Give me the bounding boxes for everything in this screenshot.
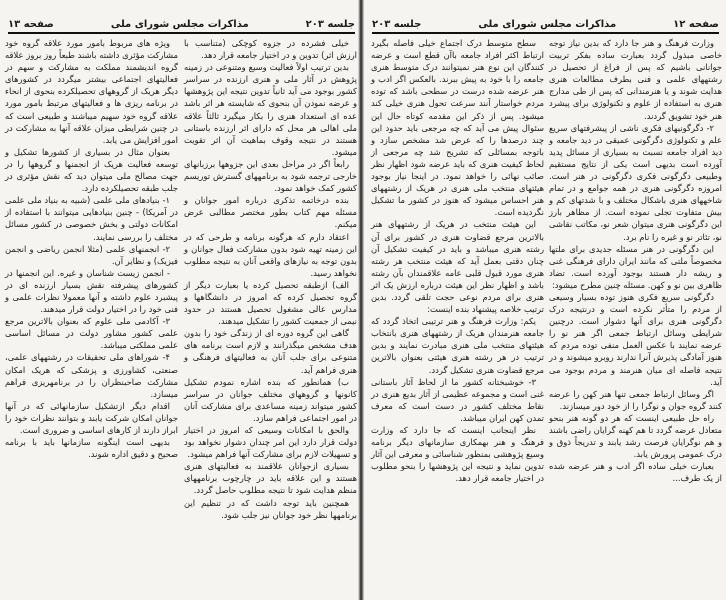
paragraph: ۲- دگرگونیهای فکری ناشی از پیشرفتهای سریع علم و تکنولوژی دگرگونی عمیقی در دید جامعه و دید افراد جامعه نسبت به بسیاری از مسائل پدید آورده است بدیهی است یکی از نتایج مستقیم وطبیعی دگرگونی فکری دگرگونی در هنر است. امروزه دگرگونی هنری در همه جوامع و در تمام شاخههای هنری باشکال مختلف و با شدتهای کم و بیش متفاوت تجلی نموده است. از مظاهر بارز این دگرگونی هنری میتوان شعر نو، مکاتب نقاشی نو، تئاتر نو و غیره را نام برد. bbox=[549, 122, 722, 242]
paragraph: ب) همانطور که بنده اشاره نمودم تشکیل کانونها و گروههای مختلف جوانان در سراسر کشور میتواند زمینه مساعدی برای مشارکت آنان در امور اجتماعی فراهم سازد. bbox=[184, 376, 357, 423]
paragraph: اگر وسائل ارتباط جمعی تنها هنر کهن را عرضه کنند گروه جوان و نوگرا را از خود دور میسازند. bbox=[549, 388, 722, 411]
paragraph: ۴- شوراهای ملی تحقیقات در رشتههای علمی، صنعتی، کشاورزی و پزشکی که هریک امکان مشارکت صاحبنظران را در برنامهریزی فراهم میسازد. bbox=[5, 352, 178, 399]
paragraph: بنده درخاتمه تذکری درباره امور جوانان و مسئله مهم کتاب بطور مختصر مطالبی عرض میکنم. bbox=[184, 195, 357, 230]
text-column-left bbox=[5, 37, 178, 460]
paragraph: ۲- انجمنهای علمی (مثلا انجمن ریاضی و انجمن فیزیک) و نظایر آن. bbox=[5, 243, 178, 266]
paragraph: بدیهی است اینگونه سازمانها باید با برنامه صحیح و دقیق اداره شوند. bbox=[5, 437, 178, 460]
page-number: صفحه ۱۳ bbox=[8, 19, 54, 30]
publication-title: مذاکرات مجلس شورای ملی bbox=[110, 19, 249, 30]
session-number: جلسه ۲۰۳ bbox=[305, 19, 355, 30]
paragraph: یکم: وزارت فرهنگ و هنر ترتیبی اتخاذ گردد که جامعه هنرمندان هریک از رشتههای هنری بانتخاب هیئتهای منتخب ملی هنری مبادرت نمایند و بدین ترتیب در هر رشته هنری هیئتی بعنوان بالاترین مرجع قضاوت هنری تشکیل گردد. bbox=[371, 316, 544, 375]
paragraph: دگرگونی سریع فکری هنوز توده بسیار وسیعی از مردم را متأثر نکرده است و درنتیجه درک دگرگونی هنری برای آنها دشوار است. درچنین شرایطی وسائل ارتباط جمعی اگر هنر نو را عرضه نمایند با عکس العمل منفی توده مردم که هنوز آمادگی پذیرش آنرا ندارند روبرو میشوند و در نتیجه فاصله ای میان هنرمند و مردم بوجود می آید. bbox=[549, 291, 722, 387]
right-page bbox=[363, 0, 726, 600]
paragraph: بعبارت خیلی ساده اگر ادب و هنر عرضه شده از یک طرف... bbox=[549, 461, 722, 484]
page-header bbox=[8, 16, 355, 34]
paragraph: راه حل طبیعی اینست که هر دو گونه هنر بنحو متعادل عرضه گردد تا هم کهنه گرایان راضی باشند و هم نوگرایان فرصت رشد یابند و تدریجاً ذوق و درک عمومی پرورش یابد. bbox=[549, 412, 722, 460]
paragraph: نظر اینجانب اینست که جا دارد که وزارت فرهنگ و هنر بهمکاری سازمانهای دیگر برنامه وسیع پژوهشی بمنظور شناسائی و معرفی این آثار تدوین نماید و نتیجه این پژوهشها را بنحو مطلوب در اختیار جامعه قرار دهد. bbox=[371, 425, 544, 484]
text-column-right bbox=[549, 37, 722, 484]
paragraph: اقدام دیگر ازتشکیل سازمانهائی که در آنها جوانان امکان شرکت یابند و بتوانند نظرات خود را ابراز دارند از کارهای اساسی و ضروری است. bbox=[5, 400, 178, 435]
paragraph: همچنین باید توجه داشت که در تنظیم این برنامهها نظر خود جوانان نیز جلب شود. bbox=[184, 497, 357, 520]
page-number: صفحه ۱۲ bbox=[673, 19, 719, 30]
paragraph: ۳- آکادمی ملی علوم که بعنوان بالاترین مرجع علمی کشور مشاور دولت در مسائل اساسی علمی مملکتی میباشد. bbox=[5, 316, 178, 351]
paragraph: وزارت فرهنگ و هنر جا دارد که بدین نیاز توجه خاصی مبذول گردد بعبارت ساده بفکر تربیت جوانانی باشیم که پس از فراغ از تحصیل در رشتههای علمی و فنی بطرف مطالعات هنری هدایت شوند و یا هنرمندانی که پس از طی مدارج هنری به استفاده از علوم و تکنولوژی برای پیشرد هنر خود تشویق گردند. bbox=[549, 38, 722, 121]
paragraph: خیلی فشرده در جزوه کوچکی (متناسب با ارزش اثر) تدوین و در اختیار جامعه قرار دهد. bbox=[184, 38, 357, 61]
paragraph: این هیئت منتخب در هریک از رشتههای هنر بالاترین مرجع قضاوت هنری در کشور برای آن رشته هنری میباشد و باید در کیفیت تشکیل آن چنان دقتی بعمل آید که هیئت منتخب هر رشته هنری مورد قبول قلبی عامه علاقمندان بآن رشته باشد و اظهار نظر این هیئت درباره ارزش یک اثر هنری برای مردم نوعی حجت تلقی گردد. بدین ترتیب خلاصه پیشنهاد بنده اینست: bbox=[371, 219, 544, 315]
paragraph: بدین ترتیب اولاً فعالیت وسیع ومتنوعی در زمینه پژوهش در آثار ملی و هنری ارزنده در سراسر کشور بوجود می آید ثانیاً تدوین نتیجه این پژوهشها و عرضه نمودن آن بنحوی که شایسته هر اثر باشد عده ای استعداد هنری را بکار میگیرد ثالثاً علاقه ملی اهالی هر محل که دارای اثر ارزنده باستانی هستند در نتیجه وقوف بماهیت آن اثر تقویت میشود. bbox=[184, 62, 357, 157]
publication-title: مذاکرات مجلس شورای ملی bbox=[478, 19, 617, 30]
paragraph: ویژه های مربوط بامور مورد علاقه گروه خود مشارکت مؤثری داشته باشند طبعاً روز بروز علاقه گروه اندیشمند مملکت به مشارکت و سهم در فعالیتهای اجتماعی بیشتر میگردد در کشورهای دیگر هریک از گروههای تحصیلکرده بنحوی از انحاء در برنامه ریزی ها و فعالیتهای مرتبط بامور مورد علاقه گروه خود سهیم میباشند و طبیعی است که در چنین شرایطی میزان علاقه آنها به مشارکت در امور افزایش می یابد. bbox=[5, 38, 178, 145]
paragraph: ۱- بنیادهای ملی علمی (شبیه به بنیاد ملی علمی در آمریکا) - چنین بنیادهایی میتوانند با استفاده از امکانات دولتی و بخش خصوصی در کشور مسائل مختلف را بررسی نمایند. bbox=[5, 195, 178, 242]
paragraph: اعتقاد دارم که هرگونه برنامه و طرحی که در این زمینه تهیه شود بدون مشارکت فعال جوانان و بدون توجه به نیازهای واقعی آنان به نتیجه مطلوب نخواهد رسید. bbox=[184, 231, 357, 278]
paragraph: رابعاً اگر در مراحل بعدی این جزوهها برزبانهای خارجی ترجمه شود به برنامههای گسترش توریسم کشور کمک خواهد نمود. bbox=[184, 158, 357, 194]
paragraph: والحق با امکانات وسیعی که امروز در اختیار دولت قرار دارد این امر چندان دشوار نخواهد بود و تسهیلات لازم برای مشارکت آنها فراهم میشود. bbox=[184, 425, 357, 460]
paragraph: گاهی این گروه دوره ای از زندگی خود را بدون هدف مشخص میگذرانند و لازم است برنامه های متنوعی برای جلب آنان به فعالیتهای فرهنگی و هنری فراهم آید. bbox=[184, 328, 357, 375]
paragraph: ۳- خوشبختانه کشور ما از لحاظ آثار باستانی غنی است و مجموعه عظیمی از آثار بدیع هنری در نقاط مختلف کشور در دست است که معرف تمدن کهن ایران میباشد. bbox=[371, 376, 544, 423]
paragraph: الف) ازطبقه تحصیل کرده یا بعبارت دیگر از گروه تحصیل کرده که امروز در دانشگاهها و مدارس عالی مشغول تحصیل هستند در حدود نیمی از جمعیت کشور را تشکیل میدهند. bbox=[184, 279, 357, 327]
paragraph: بسیاری ازجوانان علاقمند به فعالیتهای هنری هستند و این علاقه باید در چارچوب برنامههای منظم هدایت شود تا نتیجه مطلوب حاصل گردد. bbox=[184, 461, 357, 496]
text-column-right bbox=[184, 37, 357, 521]
paragraph: بعنوان مثال در بسیاری از کشورها تشکیل و توسعه فعالیت هریک از انجمنها و گروهها را در جهت مصالح ملی میتوان دید که نقش مؤثری در جلب طبقه تحصیلکرده دارد. bbox=[5, 146, 178, 194]
paragraph: سطح متوسط درک اجتماع خیلی فاصله بگیرد ارتباط اکثر افراد جامعه باآن قطع است و عرضه کنندگان این نوع هنر نمیتوانند درک متوسط هنری جامعه را با خود به پیش ببرند. بالعکس اگر ادب و هنر عرضه شده درست در سطحی باشد که توده مردم خواستار آنند سرعت تحول هنری خیلی کند میشود. پس از ذکر این مقدمه کوتاه حال این سئوال پیش می آید که چه مرجعی باید حدود این چند درصدها را که عرض شد مشخص سازد و باتوجه بمسائلی که تشریح شد چه مرجعی از لحاظ کیفیت هنری که باید عرضه شود اظهار نظر صائب نهائی را خواهد نمود. در اینجا نیاز بوجود هیئتهای منتخب ملی هنری در هریک از رشتههای هنر احساس میشود که هنوز در کشور ما تشکیل نگردیده است. bbox=[371, 38, 544, 218]
paragraph: - انجمن زیست شناسان و غیره. این انجمنها در کشورهای پیشرفته نقش بسیار ارزنده ای در پیشبرد علوم داشته و آنها معمولا نظرات علمی و فنی خود را در اختیار دولت قرار میدهند. bbox=[5, 267, 178, 315]
session-number: جلسه ۲۰۳ bbox=[372, 19, 422, 30]
paragraph: این دگرگونی در هنر مسئله جدیدی برای ملتها مخصوصاً ملتی که مانند ایران دارای فرهنگی غنی و ریشه دار هستند بوجود آورده است. تضاد ظاهری بین نو و کهن. مسئله چنین مطرح میشود: bbox=[549, 243, 722, 290]
page-header bbox=[372, 16, 719, 34]
text-column-left bbox=[371, 37, 544, 484]
